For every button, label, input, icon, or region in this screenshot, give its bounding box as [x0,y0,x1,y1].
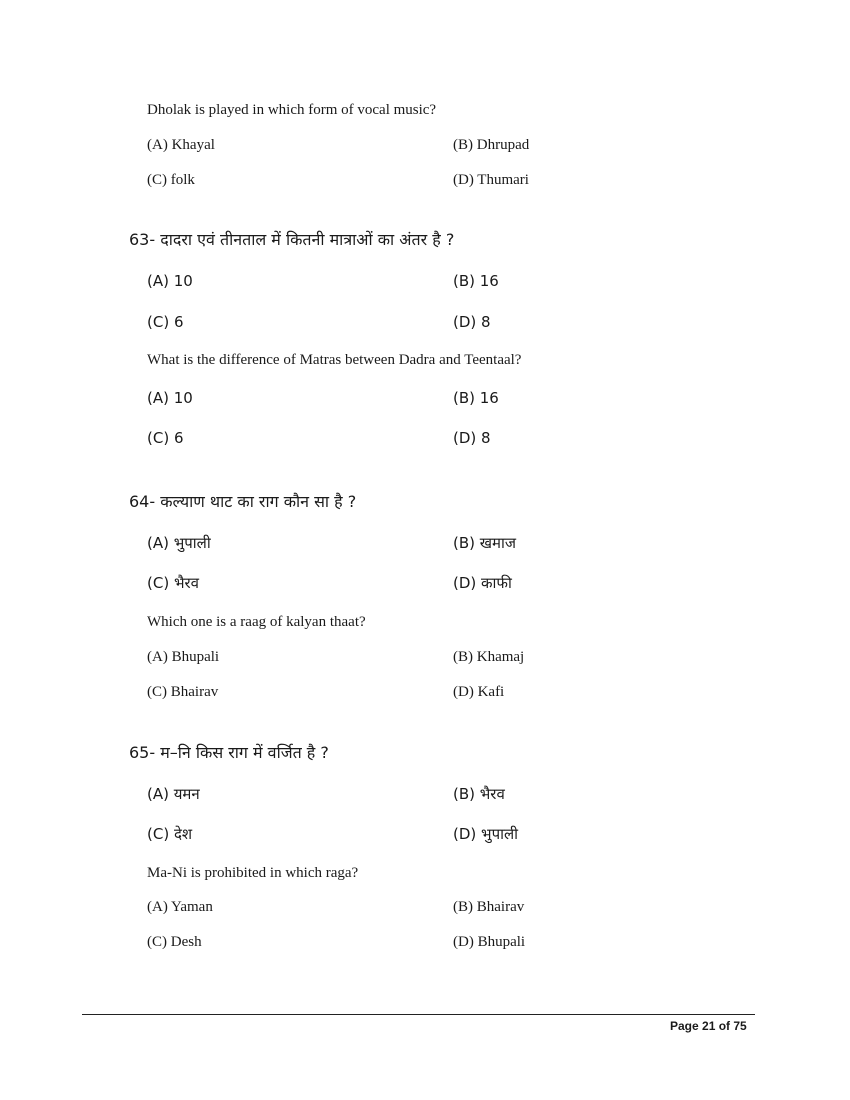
q64-en-option-c: (C) Bhairav [147,684,219,700]
question-65-hindi: 65- म–नि किस राग में वर्जित है ? [129,743,329,762]
q64-en-option-b: (B) Khamaj [453,649,525,665]
q65-hi-option-b: (B) भैरव [453,785,505,803]
q62-en-option-a: (A) Khayal [147,137,215,153]
q65-en-option-c: (C) Desh [147,934,202,950]
question-62-english: Dholak is played in which form of vocal music? [147,102,437,118]
q64-hi-option-b: (B) खमाज [453,534,517,552]
q62-en-option-d: (D) Thumari [453,172,529,188]
q64-en-option-a: (A) Bhupali [147,649,220,665]
question-64-english: Which one is a raag of kalyan thaat? [147,614,366,630]
q63-hi-option-d: (D) 8 [453,313,491,331]
q63-hi-option-a: (A) 10 [147,272,193,290]
q65-hi-option-a: (A) यमन [147,785,200,803]
q65-hi-option-d: (D) भुपाली [453,825,519,843]
q62-en-option-b: (B) Dhrupad [453,137,530,153]
q65-en-option-d: (D) Bhupali [453,934,526,950]
q64-en-option-d: (D) Kafi [453,684,505,700]
q62-en-option-c: (C) folk [147,172,195,188]
q65-hi-option-c: (C) देश [147,825,193,843]
question-63-english: What is the difference of Matras between Dadra and Teentaal? [147,352,522,368]
q63-en-option-a: (A) 10 [147,389,193,407]
q64-hi-option-c: (C) भैरव [147,574,199,592]
q63-hi-option-c: (C) 6 [147,313,184,331]
question-63-hindi: 63- दादरा एवं तीनताल में कितनी मात्राओं का अंतर है ? [129,230,455,249]
q63-en-option-d: (D) 8 [453,429,491,447]
q65-en-option-a: (A) Yaman [147,899,213,915]
footer-divider [82,1014,755,1015]
q63-en-option-c: (C) 6 [147,429,184,447]
q63-hi-option-b: (B) 16 [453,272,499,290]
question-64-hindi: 64- कल्याण थाट का राग कौन सा है ? [129,492,357,511]
q64-hi-option-a: (A) भुपाली [147,534,211,552]
q63-en-option-b: (B) 16 [453,389,499,407]
q65-en-option-b: (B) Bhairav [453,899,525,915]
question-65-english: Ma-Ni is prohibited in which raga? [147,865,359,881]
page-number: Page 21 of 75 [670,1019,747,1033]
q64-hi-option-d: (D) काफी [453,574,512,592]
